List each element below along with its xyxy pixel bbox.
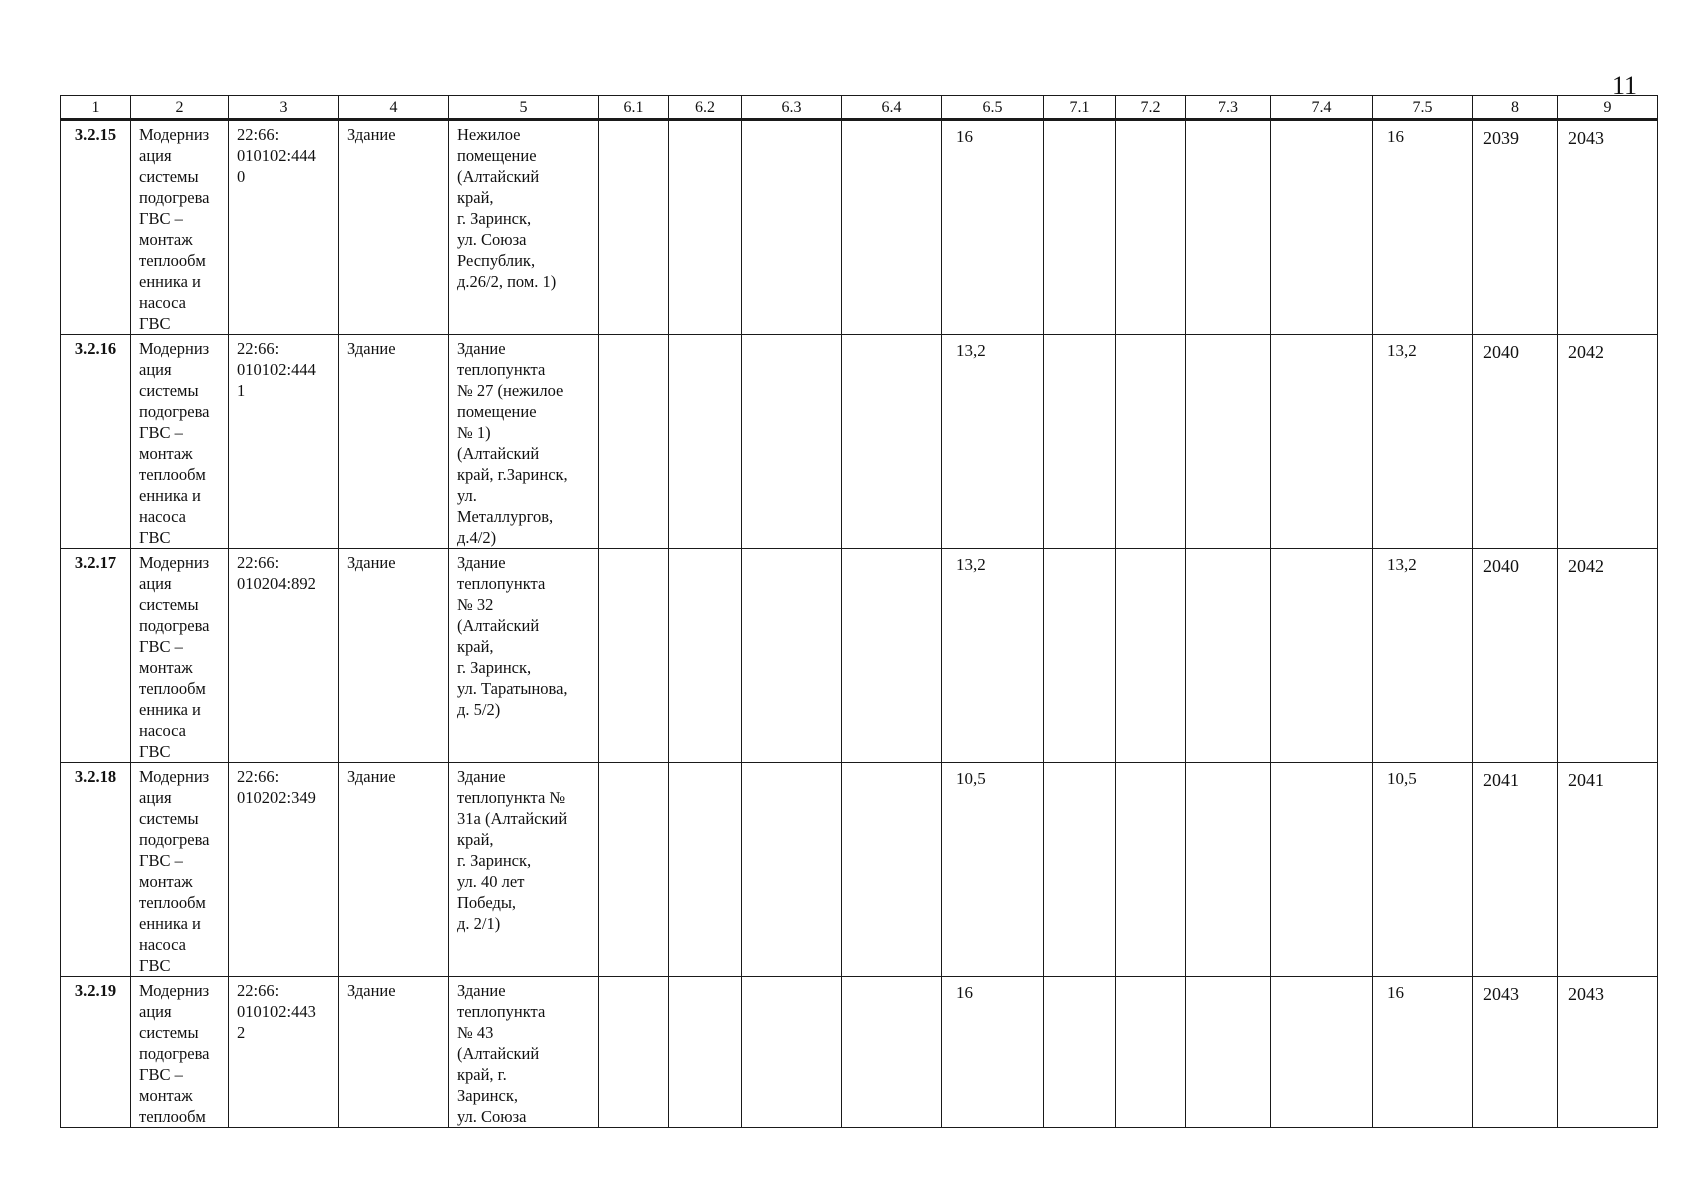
value-cell-7-4 [1271,120,1373,335]
value-cell-6-4 [842,120,942,335]
value-cell-7-1 [1044,763,1116,977]
column-header: 2 [131,96,229,120]
value-cell-6-2 [669,335,742,549]
start-year-cell: 2040 [1473,549,1558,763]
value-cell-7-1 [1044,549,1116,763]
value-cell-7-2 [1116,977,1186,1128]
column-header: 7.2 [1116,96,1186,120]
start-year-cell: 2039 [1473,120,1558,335]
value-cell-6-1 [599,120,669,335]
value-cell-6-1 [599,335,669,549]
end-year-cell: 2043 [1558,120,1658,335]
object-address-cell: Здание теплопункта № 43 (Алтайский край, г. Заринск, ул. Союза [449,977,599,1128]
value-cell-6-2 [669,977,742,1128]
object-address-cell: Здание теплопункта № 31а (Алтайский край, г. Заринск, ул. 40 лет Победы, д. 2/1) [449,763,599,977]
value-cell-6-2 [669,549,742,763]
value-cell-7-5: 13,2 [1373,335,1473,549]
measure-name-cell: Модерниз ация системы подогрева ГВС – монтаж теплообм енника и насоса ГВС [131,335,229,549]
value-cell-7-3 [1186,335,1271,549]
start-year-cell: 2041 [1473,763,1558,977]
value-cell-6-5: 13,2 [942,335,1044,549]
table-row [61,549,1658,763]
value-cell-7-2 [1116,549,1186,763]
page-number: 11 [1612,71,1638,100]
header-row [61,96,1658,120]
value-cell-7-2 [1116,763,1186,977]
cadastral-number-cell: 22:66: 010202:349 [229,763,339,977]
value-cell-6-5: 16 [942,120,1044,335]
value-cell-7-5: 16 [1373,977,1473,1128]
value-cell-7-4 [1271,763,1373,977]
value-cell-7-4 [1271,977,1373,1128]
end-year-cell: 2042 [1558,549,1658,763]
object-address-cell: Здание теплопункта № 32 (Алтайский край, г. Заринск, ул. Таратынова, д. 5/2) [449,549,599,763]
measure-name-cell: Модерниз ация системы подогрева ГВС – монтаж теплообм енника и насоса ГВС [131,120,229,335]
object-type-cell: Здание [339,549,449,763]
column-header: 3 [229,96,339,120]
column-header: 9 [1558,96,1658,120]
column-header: 7.1 [1044,96,1116,120]
value-cell-6-3 [742,977,842,1128]
value-cell-6-2 [669,763,742,977]
value-cell-7-3 [1186,120,1271,335]
end-year-cell: 2041 [1558,763,1658,977]
start-year-cell: 2040 [1473,335,1558,549]
column-header: 6.2 [669,96,742,120]
value-cell-7-3 [1186,549,1271,763]
column-header: 6.3 [742,96,842,120]
value-cell-6-4 [842,977,942,1128]
cadastral-number-cell: 22:66: 010102:444 0 [229,120,339,335]
cadastral-number-cell: 22:66: 010102:443 2 [229,977,339,1128]
row-number-cell: 3.2.18 [61,763,131,977]
value-cell-7-1 [1044,977,1116,1128]
end-year-cell: 2043 [1558,977,1658,1128]
document-table [60,95,1658,1128]
object-type-cell: Здание [339,977,449,1128]
end-year-cell: 2042 [1558,335,1658,549]
value-cell-7-1 [1044,335,1116,549]
value-cell-7-5: 16 [1373,120,1473,335]
value-cell-7-3 [1186,763,1271,977]
row-number-cell: 3.2.19 [61,977,131,1128]
value-cell-6-1 [599,763,669,977]
object-address-cell: Здание теплопункта № 27 (нежилое помещение № 1) (Алтайский край, г.Заринск, ул. Металлургов, д.4/2) [449,335,599,549]
column-header: 4 [339,96,449,120]
column-header: 7.4 [1271,96,1373,120]
value-cell-7-5: 10,5 [1373,763,1473,977]
value-cell-6-5: 10,5 [942,763,1044,977]
cadastral-number-cell: 22:66: 010204:892 [229,549,339,763]
value-cell-6-5: 13,2 [942,549,1044,763]
table-body [61,120,1658,1128]
column-header: 8 [1473,96,1558,120]
value-cell-6-1 [599,549,669,763]
value-cell-6-3 [742,763,842,977]
row-number-cell: 3.2.15 [61,120,131,335]
column-header: 1 [61,96,131,120]
value-cell-6-4 [842,335,942,549]
value-cell-7-1 [1044,120,1116,335]
value-cell-7-4 [1271,549,1373,763]
value-cell-7-2 [1116,120,1186,335]
object-type-cell: Здание [339,763,449,977]
row-number-cell: 3.2.17 [61,549,131,763]
column-header: 5 [449,96,599,120]
table-row [61,977,1658,1128]
measure-name-cell: Модерниз ация системы подогрева ГВС – монтаж теплообм енника и насоса ГВС [131,549,229,763]
value-cell-6-2 [669,120,742,335]
object-type-cell: Здание [339,335,449,549]
column-header: 6.4 [842,96,942,120]
value-cell-7-3 [1186,977,1271,1128]
column-header: 6.5 [942,96,1044,120]
value-cell-6-3 [742,120,842,335]
value-cell-7-4 [1271,335,1373,549]
column-header: 6.1 [599,96,669,120]
measure-name-cell: Модерниз ация системы подогрева ГВС – монтаж теплообм [131,977,229,1128]
column-header: 7.3 [1186,96,1271,120]
object-address-cell: Нежилое помещение (Алтайский край, г. Заринск, ул. Союза Республик, д.26/2, пом. 1) [449,120,599,335]
value-cell-7-5: 13,2 [1373,549,1473,763]
table-row [61,763,1658,977]
value-cell-7-2 [1116,335,1186,549]
value-cell-6-4 [842,763,942,977]
value-cell-6-3 [742,549,842,763]
table-row [61,335,1658,549]
start-year-cell: 2043 [1473,977,1558,1128]
table-row [61,120,1658,335]
row-number-cell: 3.2.16 [61,335,131,549]
column-header: 7.5 [1373,96,1473,120]
cadastral-number-cell: 22:66: 010102:444 1 [229,335,339,549]
measure-name-cell: Модерниз ация системы подогрева ГВС – монтаж теплообм енника и насоса ГВС [131,763,229,977]
value-cell-6-1 [599,977,669,1128]
value-cell-6-5: 16 [942,977,1044,1128]
value-cell-6-4 [842,549,942,763]
value-cell-6-3 [742,335,842,549]
object-type-cell: Здание [339,120,449,335]
